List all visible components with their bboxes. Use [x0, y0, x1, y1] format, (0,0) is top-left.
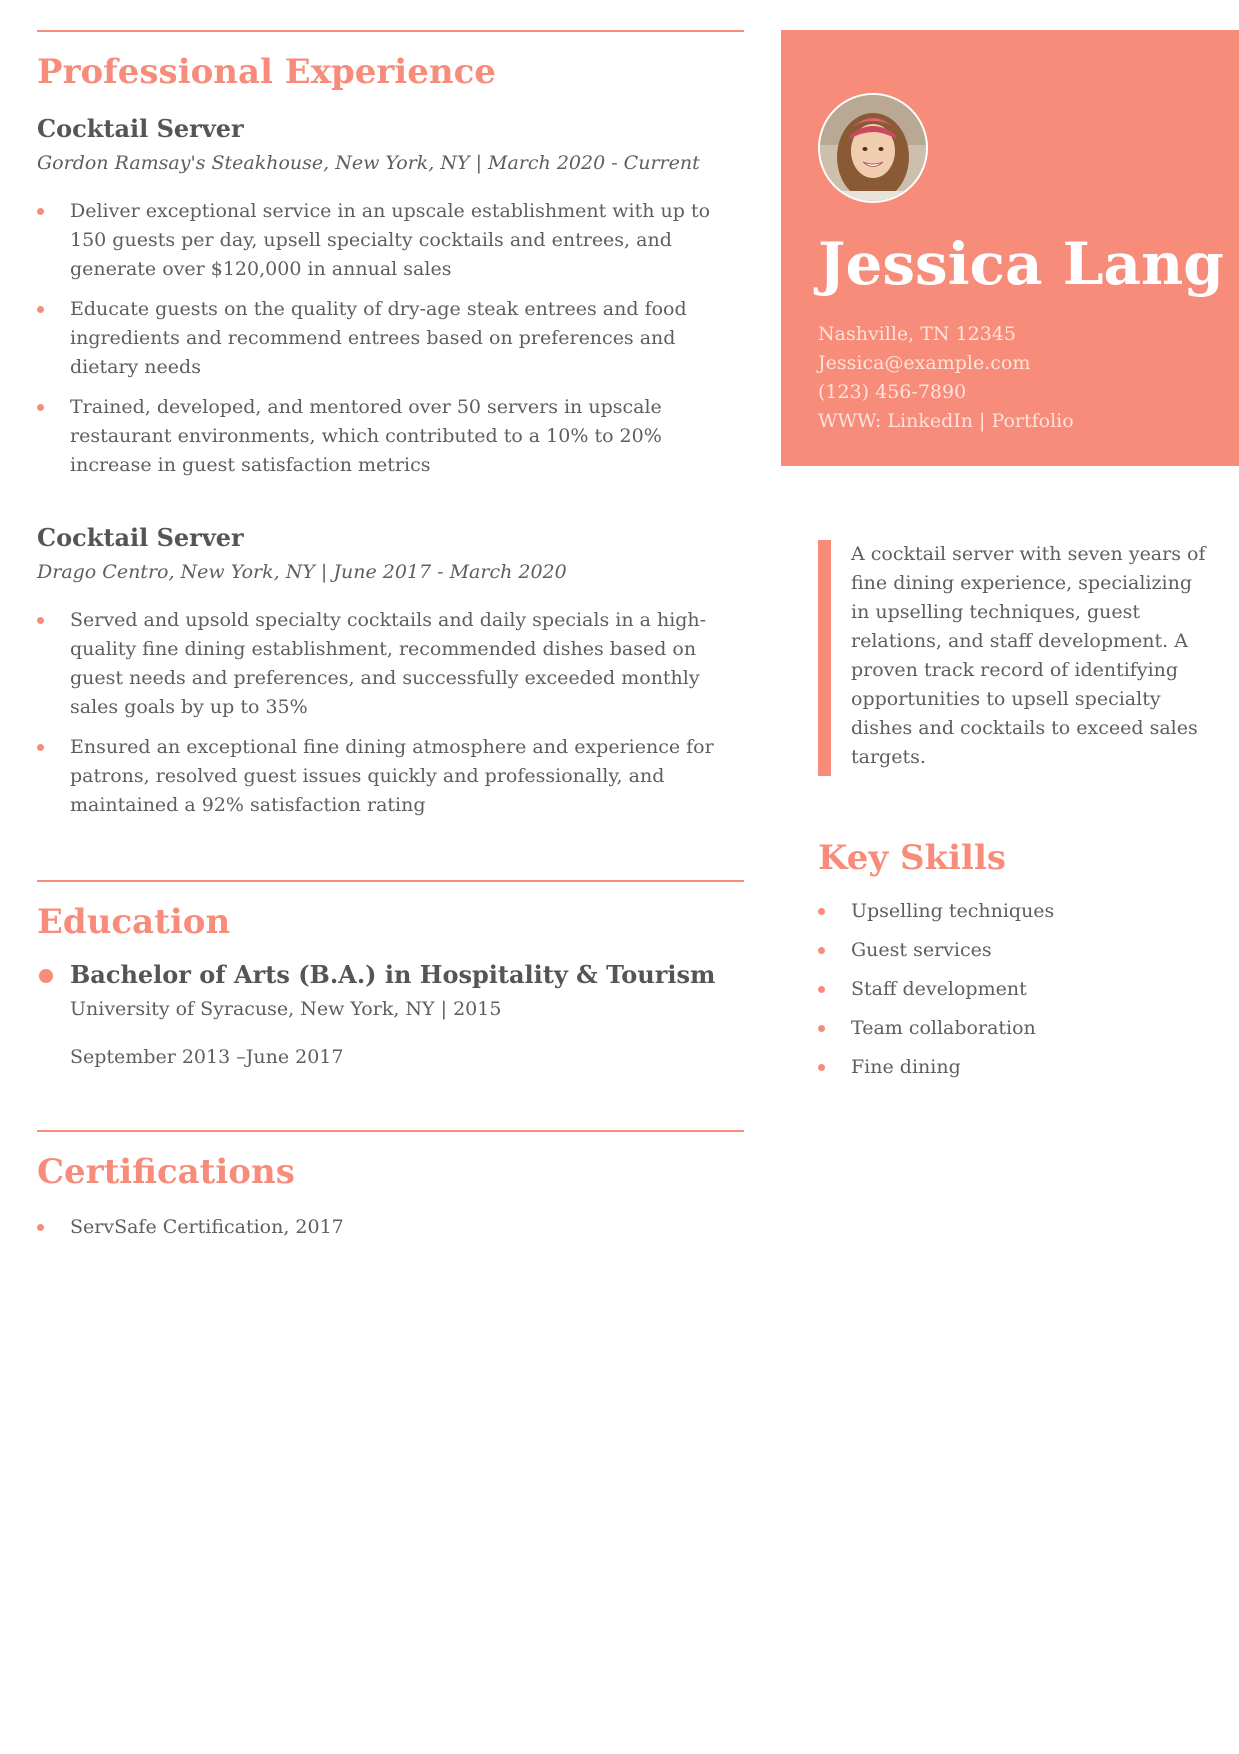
list-item: Trained, developed, and mentored over 50 servers in upscale restaurant environments, which contributed to a 10% to 20% increase in guest satisfaction metrics	[37, 393, 744, 480]
bullet-icon	[818, 908, 825, 915]
bullet-icon	[37, 404, 44, 411]
list-item: Served and upsold specialty cocktails and daily specials in a high-quality fine dining establishment, recommended dishes based on guest needs and preferences, and successfully exceeded monthly sales goals by up to 35%	[37, 606, 744, 722]
section-divider	[37, 30, 744, 32]
job-bullets	[37, 197, 744, 480]
left-column	[37, 30, 744, 1253]
profile-summary: A cocktail server with seven years of fine dining experience, specializing in upselling techniques, guest relations, and staff development. A proven track record of identifying opportunities to upsell specialty dishes and cocktails to exceed sales targets.	[818, 540, 1210, 776]
bullet-icon	[37, 208, 44, 215]
bullet-icon	[818, 986, 825, 993]
bullet-icon	[37, 744, 44, 751]
bullet-icon	[37, 617, 44, 624]
skills-section	[818, 840, 1218, 1092]
job-bullets	[37, 606, 744, 820]
list-item: Staff development	[818, 975, 1218, 1004]
address: Nashville, TN 12345	[818, 323, 1017, 345]
job-title: Cocktail Server	[37, 114, 244, 144]
bullet-icon	[818, 1064, 825, 1071]
candidate-name: Jessica Lang	[818, 230, 1224, 298]
job-subtitle: Drago Centro, New York, NY | June 2017 - March 2020	[37, 560, 567, 583]
avatar-photo-icon	[820, 95, 926, 201]
job-subtitle: Gordon Ramsay's Steakhouse, New York, NY | March 2020 - Current	[37, 152, 700, 175]
education-school: University of Syracuse, New York, NY | 2015	[70, 997, 502, 1020]
section-divider	[37, 1130, 744, 1132]
list-item: Deliver exceptional service in an upscale establishment with up to 150 guests per day, upsell specialty cocktails and entrees, and generate over $120,000 in annual sales	[37, 197, 744, 284]
list-item: Upselling techniques	[818, 897, 1218, 926]
certifications-list	[37, 1213, 744, 1242]
contact-info	[818, 320, 1074, 436]
bullet-icon	[39, 969, 53, 983]
bullet-icon	[37, 1224, 44, 1231]
email-link[interactable]: Jessica@example.com	[818, 352, 1031, 374]
bullet-icon	[818, 947, 825, 954]
experience-heading: Professional Experience	[37, 52, 496, 92]
bullet-icon	[818, 1025, 825, 1032]
education-degree: Bachelor of Arts (B.A.) in Hospitality & Tourism	[70, 959, 716, 989]
avatar	[818, 93, 928, 203]
list-item: ServSafe Certification, 2017	[37, 1213, 744, 1242]
skills-list	[818, 897, 1218, 1082]
bullet-icon	[37, 306, 44, 313]
job-entry	[37, 524, 744, 820]
list-item: Educate guests on the quality of dry-age steak entrees and food ingredients and recommend entrees based on preferences and dietary needs	[37, 295, 744, 382]
education-heading: Education	[37, 901, 231, 942]
list-item: Fine dining	[818, 1053, 1218, 1082]
web-links[interactable]: WWW: LinkedIn | Portfolio	[818, 410, 1074, 432]
list-item: Guest services	[818, 936, 1218, 965]
job-entry	[37, 115, 744, 480]
list-item: Team collaboration	[818, 1014, 1218, 1043]
education-dates: September 2013 –June 2017	[70, 1045, 344, 1068]
list-item: Ensured an exceptional fine dining atmosphere and experience for patrons, resolved guest issues quickly and professionally, and maintained a 92% satisfaction rating	[37, 733, 744, 820]
phone: (123) 456-7890	[818, 381, 967, 403]
education-entry	[37, 961, 744, 1068]
skills-heading: Key Skills	[818, 838, 1007, 878]
job-title: Cocktail Server	[37, 522, 244, 552]
header-panel	[781, 30, 1239, 466]
section-divider	[37, 880, 744, 882]
certifications-heading: Certifications	[37, 1151, 295, 1192]
